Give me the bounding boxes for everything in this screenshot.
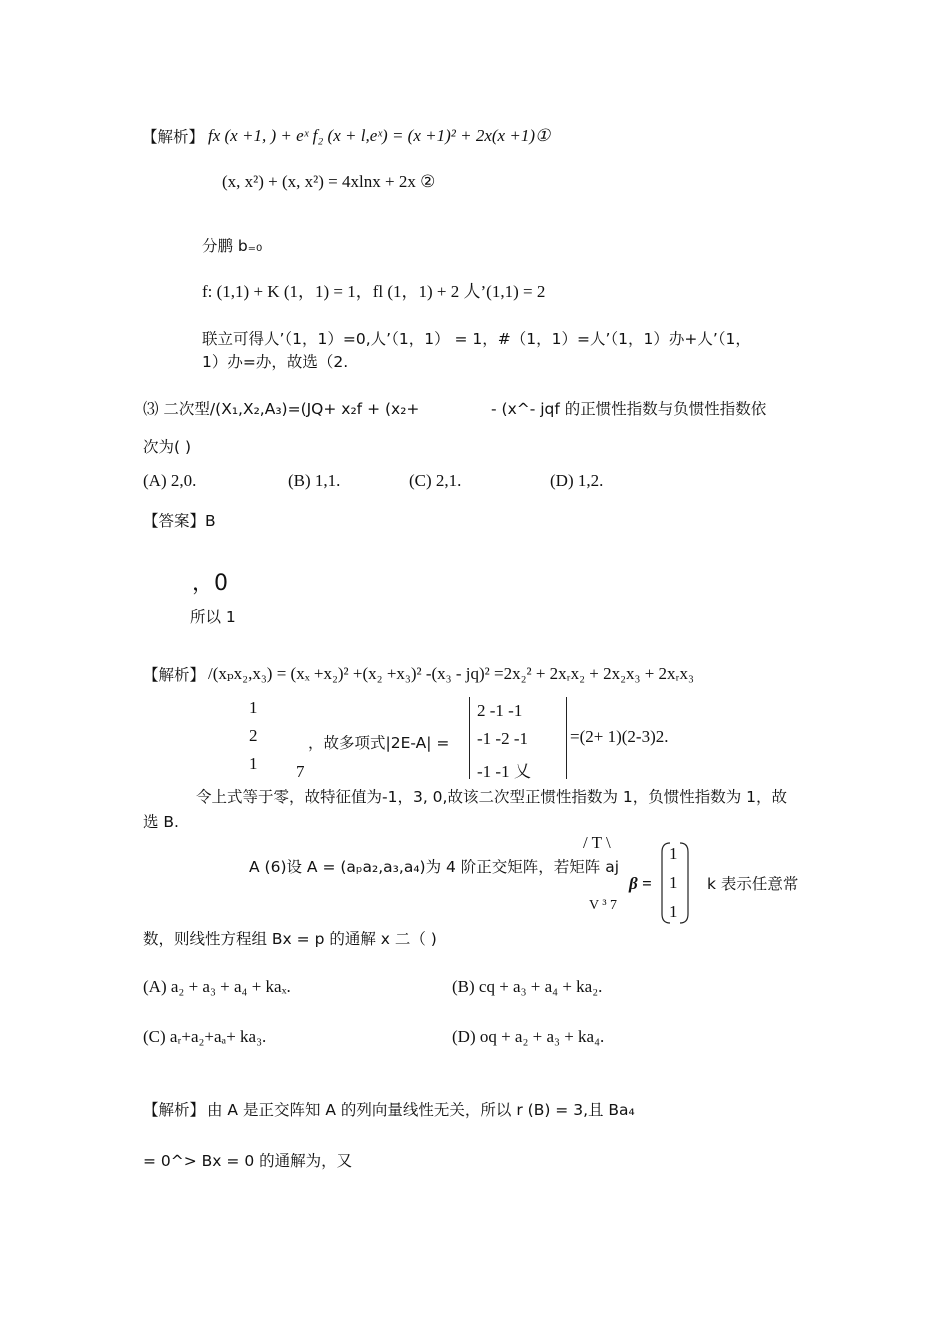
matrix-annotation: V ³ 7 — [589, 898, 618, 913]
paragraph-line: 令上式等于零，故特征值为-1，3, 0,故该二次型正惯性指数为 1，负惯性指数为 1，故 — [196, 788, 788, 806]
matrix-row: -1 -1 乂 — [477, 762, 531, 781]
determinant-bar — [469, 697, 470, 779]
option-b: (B) cq + a₃ + a₄ + ka₂. — [452, 977, 603, 996]
paragraph-line: 由 A 是正交阵知 A 的列向量线性无关，所以 r (B) = 3,且 Ba₄ — [207, 1101, 635, 1119]
fragment: ，0 — [192, 571, 228, 596]
option-c: (C) aᵣ+a₂+aₐ+ ka₃. — [143, 1027, 267, 1046]
matrix-left: 7 — [296, 762, 305, 781]
paragraph-line: 1）办=办，故选（2. — [202, 353, 349, 371]
answer-line: 【答案】B — [143, 512, 216, 530]
paragraph-line: 选 B. — [143, 813, 179, 831]
matrix-left: 1 — [249, 698, 258, 717]
matrix-annotation: / T \ — [583, 833, 611, 852]
determinant-result: =(2+ 1)(2-3)2. — [570, 727, 669, 746]
vector-entry: 1 — [669, 873, 678, 892]
equation-2: (x, x²) + (x, x²) = 4xlnx + 2x ② — [222, 172, 436, 191]
question-stem: 次为( ) — [143, 438, 192, 456]
analysis-tag: 【解析】 — [143, 1101, 206, 1119]
fragment: 所以 1 — [190, 608, 236, 626]
option-c: (C) 2,1. — [409, 471, 462, 490]
analysis-tag: 【解析】 — [142, 128, 205, 146]
beta-symbol: β = — [629, 874, 652, 893]
question-stem: ⑶ 二次型/(X₁,X₂,A₃)=(JQ+ x₂f + (x₂+ — [143, 400, 420, 418]
note-line: 分鹏 b₌₀ — [202, 237, 263, 255]
option-b: (B) 1,1. — [288, 471, 341, 490]
matrix-left: 1 — [249, 754, 258, 773]
matrix-row: 2 -1 -1 — [477, 701, 523, 720]
vector-entry: 1 — [669, 902, 678, 921]
equation-1: fx (x +1, ) + eˣ f₂ (x + l,eˣ) = (x +1)² + 2x(x +1)① — [208, 126, 551, 145]
matrix-left: 2 — [249, 726, 258, 745]
paragraph-line: 联立可得人’（1，1）=0,人’（1，1） = 1，#（1，1）=人’（1，1）办+人’（1， — [202, 330, 751, 348]
equation-3: f: (1,1) + K (1，1) = 1，fl (1，1) + 2 人’(1,1) = 2 — [202, 282, 546, 301]
option-a: (A) a₂ + a₃ + a₄ + kaₓ. — [143, 977, 291, 996]
matrix-row: -1 -2 -1 — [477, 729, 528, 748]
matrix-caption: ，故多项式|2E-A| = — [308, 734, 450, 752]
vector-entry: 1 — [669, 844, 678, 863]
paragraph-line: = 0^> Bx = 0 的通解为，又 — [143, 1152, 353, 1170]
question-stem: - (x^- jqf 的正惯性指数与负惯性指数依 — [491, 400, 767, 418]
analysis-tag: 【解析】 — [143, 666, 206, 684]
option-a: (A) 2,0. — [143, 471, 197, 490]
equation-4: /(xₚx₂,x₃) = (xₓ +x₂)² +(x₂ +x₃)² -(x₃ - jq)² =2x₂² + 2xᵣx₂ + 2x₂x₃ + 2xᵣx₃ — [208, 664, 694, 683]
question-stem: 数，则线性方程组 Bx = p 的通解 x 二（ ) — [143, 930, 437, 948]
question-stem: k 表示任意常 — [707, 875, 799, 893]
option-d: (D) 1,2. — [550, 471, 604, 490]
option-d: (D) oq + a₂ + a₃ + ka₄. — [452, 1027, 605, 1046]
question-stem: A (6)设 A = (aₚa₂,a₃,a₄)为 4 阶正交矩阵，若矩阵 aj — [249, 858, 620, 876]
determinant-bar — [566, 697, 567, 779]
